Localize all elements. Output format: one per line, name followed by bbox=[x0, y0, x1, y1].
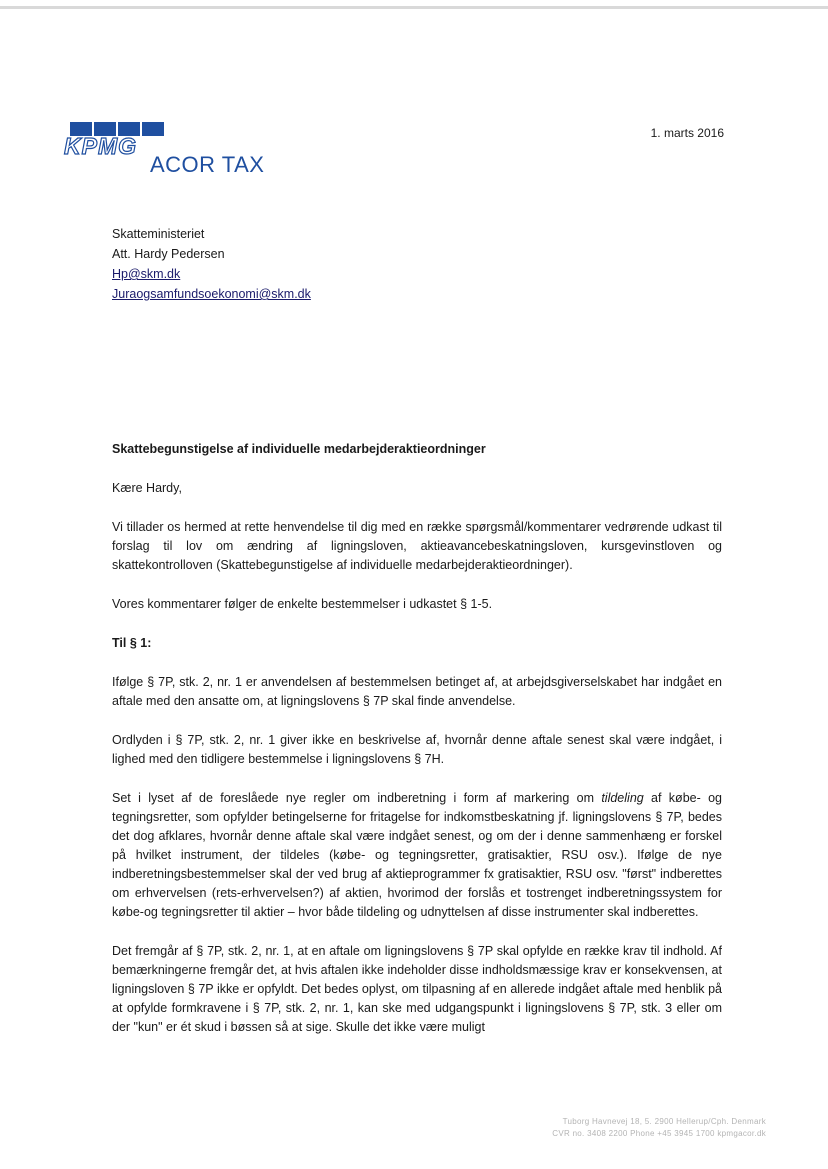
recipient-name: Skatteministeriet bbox=[112, 227, 205, 241]
paragraph-overview: Vores kommentarer følger de enkelte bestemmelser i udkastet § 1-5. bbox=[112, 597, 493, 611]
footer-cvr-phone: CVR no. 3408 2200 Phone +45 3945 1700 kpmgacor.dk bbox=[552, 1129, 766, 1138]
letter-body bbox=[112, 440, 722, 1057]
greeting: Kære Hardy, bbox=[112, 481, 182, 495]
footer-address: Tuborg Havnevej 18, 5. 2900 Hellerup/Cph. Denmark bbox=[562, 1117, 766, 1126]
email-link-hp[interactable]: Hp@skm.dk bbox=[112, 267, 181, 281]
emphasis-tildeling: tildeling bbox=[601, 791, 644, 805]
paragraph-reporting bbox=[112, 789, 722, 922]
recipient-att: Att. Hardy Pedersen bbox=[112, 247, 225, 261]
logo-block bbox=[142, 122, 164, 136]
letter-date: 1. marts 2016 bbox=[650, 126, 724, 140]
email-link-jura[interactable]: Juraogsamfundsoekonomi@skm.dk bbox=[112, 287, 311, 301]
paragraph-7p-agreement: Ifølge § 7P, stk. 2, nr. 1 er anvendelsen af bestemmelsen betinget af, at arbejdsgiverselskabet har indgået en aftale med den ansatte om, at ligningslovens § 7P skal finde anvendelse. bbox=[112, 675, 722, 708]
top-border-line bbox=[0, 6, 828, 9]
kpmg-acortax-logo bbox=[62, 122, 282, 182]
paragraph-requirements: Det fremgår af § 7P, stk. 2, nr. 1, at en aftale om ligningslovens § 7P skal opfylde en række krav til indhold. Af bemærkningerne fremgår det, at hvis aftalen ikke indeholder disse indholdsmæssige krav er konsekvensen, at ligningsloven § 7P ikke er opfyldt. Det bedes oplyst, om tilpasning af en allerede indgået aftale med henblik på at opfylde formkravene i § 7P, stk. 2, nr. 1, kan ske med udgangspunkt i ligningslovens § 7P, stk. 3 eller om der "kun" er ét skud i bøssen så at sige. Skulle det ikke være muligt bbox=[112, 944, 722, 1034]
paragraph-intro: Vi tillader os hermed at rette henvendelse til dig med en række spørgsmål/kommentarer vedrørende udkast til forslag til lov om ændring af ligningsloven, aktieavancebeskatningsloven, kursgevinstloven og skattekontrolloven (Skattebegunstigelse af individuelle medarbejderaktieordninger). bbox=[112, 520, 722, 572]
logo-kpmg-text: KPMG bbox=[64, 133, 137, 159]
paragraph-reporting-part1: Set i lyset af de foreslåede nye regler om indberetning i form af markering om bbox=[112, 791, 602, 805]
recipient-address bbox=[112, 224, 311, 304]
paragraph-7p-wording: Ordlyden i § 7P, stk. 2, nr. 1 giver ikke en beskrivelse af, hvornår denne aftale senest skal være indgået, i lighed med den tidligere bestemmelse i ligningslovens § 7H. bbox=[112, 733, 722, 766]
section-heading: Til § 1: bbox=[112, 636, 152, 650]
logo-acortax-text: ACOR TAX bbox=[150, 152, 265, 177]
footer-contact bbox=[552, 1116, 766, 1140]
paragraph-reporting-part2: af købe- og tegningsretter, som opfylder betingelserne for fritagelse for indkomstbeskatning jf. ligningslovens § 7P, bedes det dog afklares, hvornår denne aftale skal være indgået senest, og om der i denne sammenhæng er forskel på hvilket instrument, der tildeles (købe- og tegningsretter, gratisaktier, RSU osv.). Ifølge de nye indberetningsbestemmelser skal der ved brug af aktieprogrammer fx gratisaktier, RSU osv. "først" indberettes om erhvervelsen (rets-erhvervelsen?) af aktien, hvorimod der forslås et tostrenget indberetningssystem for købe-og tegningsretter til aktier – hvor både tildeling og udnyttelsen af disse instrumenter skal indberettes. bbox=[112, 791, 722, 919]
letter-subject: Skattebegunstigelse af individuelle medarbejderaktieordninger bbox=[112, 442, 486, 456]
